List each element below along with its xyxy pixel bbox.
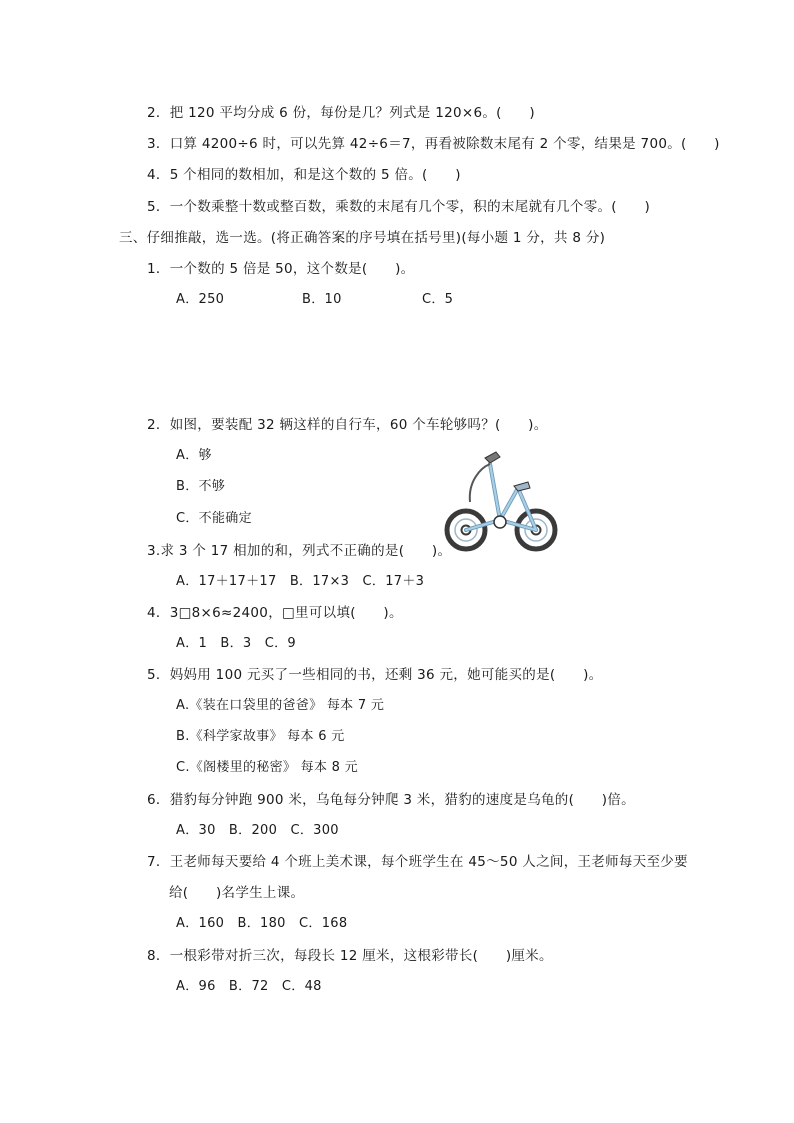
- q1-option-c: C．5: [422, 292, 454, 307]
- q2-option-a: A．够: [176, 448, 212, 463]
- q5-option-a: A.《装在口袋里的爸爸》 每本 7 元: [176, 698, 385, 713]
- judge-question-3: 3．口算 4200÷6 时，可以先算 42÷6＝7，再看被除数末尾有 2 个零，结果是 700。( ): [147, 136, 720, 152]
- q1-option-a: A．250: [176, 292, 225, 307]
- q5-option-c: C.《阁楼里的秘密》 每本 8 元: [176, 760, 358, 775]
- choice-question-6: 6．猎豹每分钟跑 900 米，乌龟每分钟爬 3 米，猎豹的速度是乌龟的( )倍。: [147, 792, 635, 808]
- choice-question-4: 4．3□8×6≈2400，□里可以填( )。: [147, 605, 403, 621]
- judge-question-4: 4．5 个相同的数相加，和是这个数的 5 倍。( ): [147, 167, 461, 183]
- bike-seat-curve: [470, 464, 490, 502]
- bike-handlebar: [485, 452, 500, 463]
- q6-options: A．30 B．200 C．300: [176, 823, 339, 838]
- choice-question-5: 5．妈妈用 100 元买了一些相同的书，还剩 36 元，她可能买的是( )。: [147, 667, 603, 683]
- choice-question-8: 8．一根彩带对折三次，每段长 12 厘米，这根彩带长( )厘米。: [147, 948, 553, 964]
- choice-question-7-cont: 给( )名学生上课。: [169, 885, 305, 901]
- bicycle-icon: [444, 448, 560, 554]
- choice-question-7: 7．王老师每天要给 4 个班上美术课，每个班学生在 45～50 人之间，王老师每天至少要: [147, 854, 688, 870]
- q2-option-b: B．不够: [176, 479, 226, 494]
- q1-option-b: B．10: [302, 292, 342, 307]
- choice-question-3: 3.求 3 个 17 相加的和，列式不正确的是( )。: [147, 543, 452, 559]
- section-3-heading: 三、仔细推敲，选一选。(将正确答案的序号填在括号里)(每小题 1 分，共 8 分): [119, 230, 606, 246]
- choice-question-2: 2．如图，要装配 32 辆这样的自行车，60 个车轮够吗？( )。: [147, 417, 548, 433]
- q7-options: A．160 B．180 C．168: [176, 916, 348, 931]
- bike-saddle: [514, 482, 530, 491]
- bike-chainring: [494, 516, 506, 528]
- q3-options: A．17＋17＋17 B．17×3 C．17＋3: [176, 574, 425, 589]
- judge-question-2: 2．把 120 平均分成 6 份，每份是几？列式是 120×6。( ): [147, 105, 535, 121]
- q2-option-c: C．不能确定: [176, 511, 252, 526]
- q4-options: A．1 B．3 C．9: [176, 636, 297, 651]
- choice-question-1: 1．一个数的 5 倍是 50，这个数是( )。: [147, 261, 415, 277]
- q5-option-b: B.《科学家故事》 每本 6 元: [176, 729, 345, 744]
- q8-options: A．96 B．72 C．48: [176, 979, 322, 994]
- judge-question-5: 5．一个数乘整十数或整百数，乘数的末尾有几个零，积的末尾就有几个零。( ): [147, 199, 651, 215]
